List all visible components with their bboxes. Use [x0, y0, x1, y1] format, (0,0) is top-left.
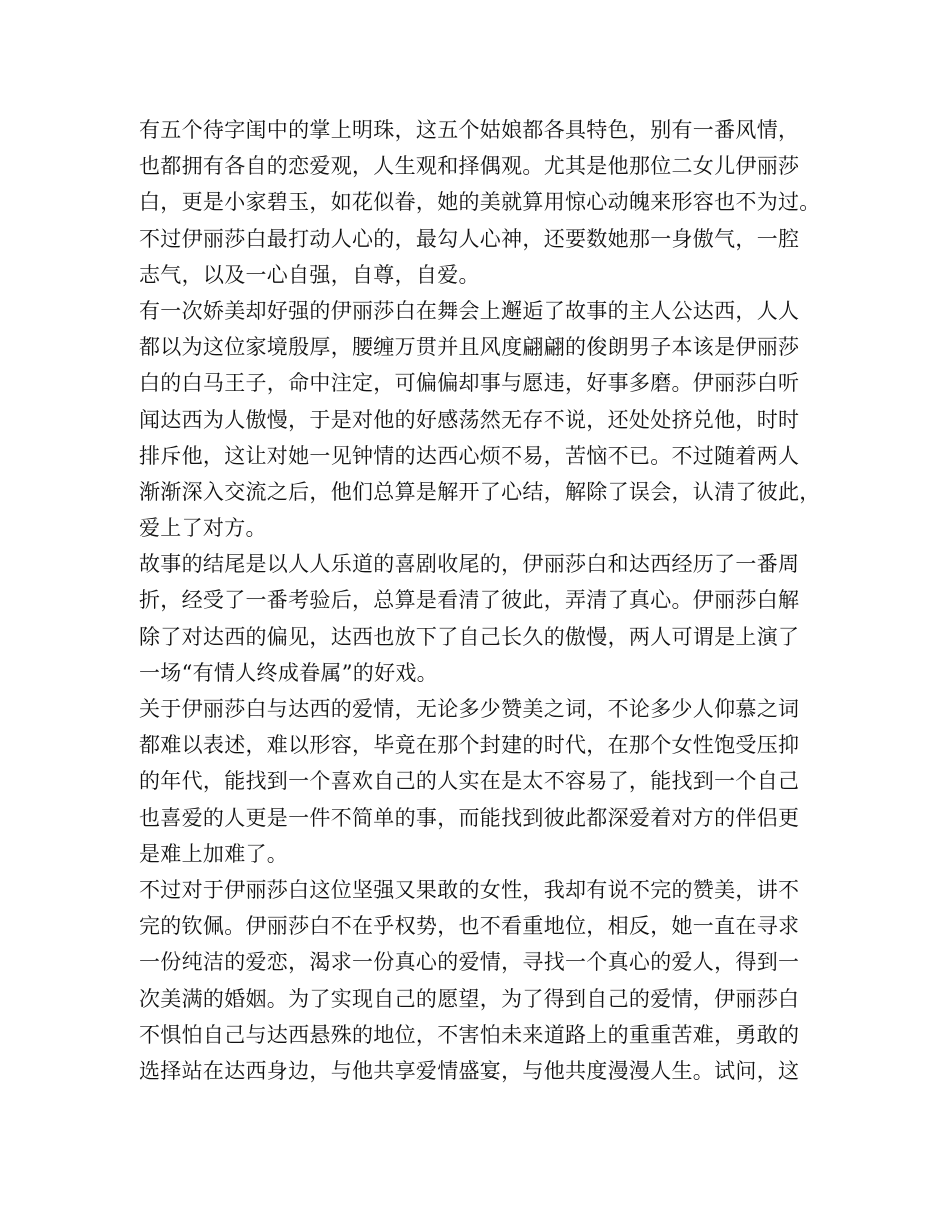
text-line: 完的钦佩。伊丽莎白不在乎权势，也不看重地位，相反，她一直在寻求	[139, 914, 800, 939]
text-line: 次美满的婚姻。为了实现自己的愿望，为了得到自己的爱情，伊丽莎白	[139, 986, 800, 1011]
text-line: 有五个待字闺中的掌上明珠，这五个姑娘都各具特色，别有一番风情，	[139, 118, 800, 142]
text-line: 渐渐深入交流之后，他们总算是解开了心结，解除了误会，认清了彼此，	[139, 479, 821, 504]
text-line: 白的白马王子，命中注定，可偏偏却事与愿违，好事多磨。伊丽莎白听	[139, 371, 800, 396]
text-line: 关于伊丽莎白与达西的爱情，无论多少赞美之词，不论多少人仰慕之词	[139, 697, 800, 721]
text-line: 除了对达西的偏见，达西也放下了自己长久的傲慢，两人可谓是上演了	[139, 624, 800, 649]
text-line: 也喜爱的人更是一件不简单的事，而能找到彼此都深爱着对方的伴侣更	[139, 805, 800, 830]
text-line: 不惧怕自己与达西悬殊的地位，不害怕未来道路上的重重苦难，勇敢的	[139, 1022, 800, 1047]
text-line: 选择站在达西身边，与他共享爱情盛宴，与他共度漫漫人生。试问，这	[139, 1058, 800, 1083]
text-line: 也都拥有各自的恋爱观，人生观和择偶观。尤其是他那位二女儿伊丽莎	[139, 154, 800, 179]
text-line: 不过伊丽莎白最打动人心的，最勾人心神，还要数她那一身傲气，一腔	[139, 226, 800, 251]
text-line: 是难上加难了。	[139, 841, 289, 866]
text-line: 都难以表述，难以形容，毕竟在那个封建的时代，在那个女性饱受压抑	[139, 733, 800, 758]
text-line: 闻达西为人傲慢，于是对他的好感荡然无存不说，还处处挤兑他，时时	[139, 407, 800, 432]
text-line: 白，更是小家碧玉，如花似眷，她的美就算用惊心动魄来形容也不为过。	[139, 190, 821, 215]
text-line: 一份纯洁的爱恋，渴求一份真心的爱情，寻找一个真心的爱人，得到一	[139, 950, 800, 975]
text-line: 的年代，能找到一个喜欢自己的人实在是太不容易了，能找到一个自己	[139, 769, 800, 794]
text-line: 志气，以及一心自强，自尊，自爱。	[139, 262, 480, 287]
text-line: 一场“有情人终成眷属”的好戏。	[139, 660, 438, 685]
text-line: 爱上了对方。	[139, 516, 267, 541]
text-line: 排斥他，这让对她一见钟情的达西心烦不易，苦恼不已。不过随着两人	[139, 443, 800, 468]
document-body	[139, 112, 829, 1089]
text-line: 有一次娇美却好强的伊丽莎白在舞会上邂逅了故事的主人公达西，人人	[139, 298, 800, 323]
text-line: 折，经受了一番考验后，总算是看清了彼此，弄清了真心。伊丽莎白解	[139, 588, 800, 613]
text-line: 都以为这位家境殷厚，腰缠万贯并且风度翩翩的俊朗男子本该是伊丽莎	[139, 335, 800, 360]
text-line: 不过对于伊丽莎白这位坚强又果敢的女性，我却有说不完的赞美，讲不	[139, 877, 800, 902]
text-line: 故事的结尾是以人人乐道的喜剧收尾的，伊丽莎白和达西经历了一番周	[139, 552, 800, 577]
